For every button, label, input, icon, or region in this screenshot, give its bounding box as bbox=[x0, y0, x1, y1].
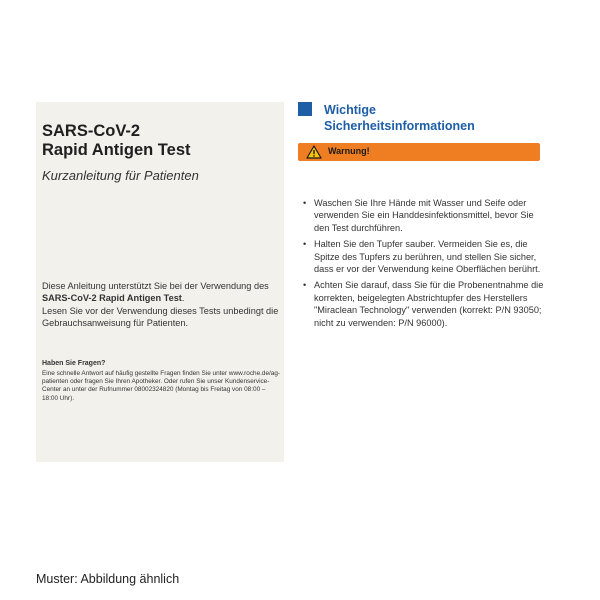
safety-heading-line1: Wichtige bbox=[324, 103, 376, 117]
blue-square-icon bbox=[298, 102, 312, 116]
intro-text bbox=[42, 280, 282, 330]
list-item bbox=[300, 197, 546, 234]
safety-bullet-list bbox=[300, 197, 546, 333]
leaflet-cover-panel bbox=[36, 102, 284, 462]
list-item bbox=[300, 238, 546, 275]
safety-heading-line2: Sicherheitsinformationen bbox=[324, 119, 475, 133]
bullet-text: Halten Sie den Tupfer sauber. Vermeiden Sie es, die Spitze des Tupfers zu berühren, und stellen Sie sicher, dass er vor der Verwendung keine Oberflächen berührt. bbox=[314, 239, 541, 275]
intro-product-name: SARS-CoV-2 Rapid Antigen Test bbox=[42, 293, 182, 304]
product-subtitle: Kurzanleitung für Patienten bbox=[42, 168, 199, 183]
faq-heading: Haben Sie Fragen? bbox=[42, 360, 106, 367]
warning-label: Warnung! bbox=[328, 146, 370, 156]
image-caption: Muster: Abbildung ähnlich bbox=[36, 572, 180, 586]
warning-bar bbox=[298, 143, 540, 161]
safety-heading bbox=[324, 102, 564, 134]
product-title-line2: Rapid Antigen Test bbox=[42, 141, 191, 159]
intro-part1: Diese Anleitung unterstützt Sie bei der Verwendung des bbox=[42, 281, 269, 291]
bullet-text: Waschen Sie Ihre Hände mit Wasser und Seife oder verwenden Sie ein Handdesinfektionsmittel, bevor Sie den Test durchführen. bbox=[314, 198, 534, 233]
intro-line2: Lesen Sie vor der Verwendung dieses Tests unbedingt die Gebrauchsanweisung für Patienten. bbox=[42, 305, 279, 329]
bullet-dot: • bbox=[303, 280, 307, 291]
faq-text: Eine schnelle Antwort auf häufig gestellte Fragen finden Sie unter www.roche.de/ag-patienten oder fragen Sie Ihren Apotheker. Oder rufen Sie unser Kundenservice-Center an unter der Rufnummer 08002324820 (Montag bis Freitag von 08:00 – 18:00 Uhr). bbox=[42, 370, 281, 402]
intro-part2: . bbox=[181, 293, 185, 304]
product-title-line1: SARS-CoV-2 bbox=[42, 122, 141, 140]
bullet-dot: • bbox=[303, 239, 307, 250]
list-item bbox=[300, 279, 546, 329]
product-title bbox=[42, 122, 191, 160]
bullet-text: Achten Sie darauf, dass Sie für die Probenentnahme die korrekten, beigelegten Abstrichtupfer des Herstellers "Miraclean Technology" verwenden (korrekt: P/N 93050; nicht zu verwenden: P/N 96000). bbox=[314, 280, 544, 328]
bullet-dot: • bbox=[303, 198, 307, 208]
warning-triangle-icon bbox=[306, 145, 322, 159]
